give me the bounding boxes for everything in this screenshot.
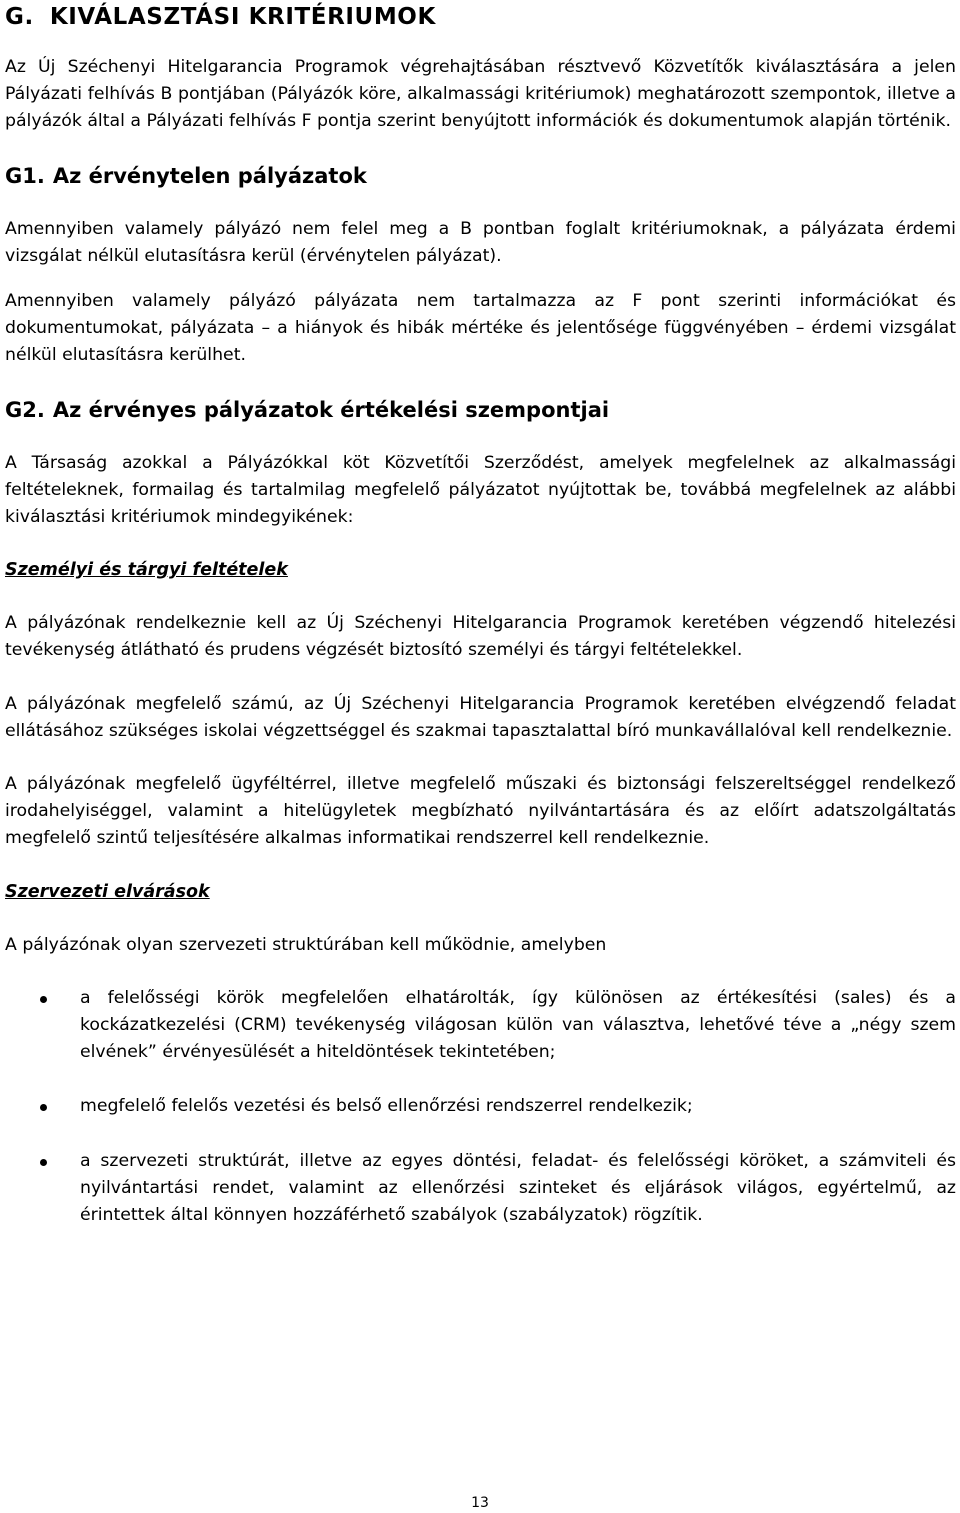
personal-conditions-heading: Személyi és tárgyi feltételek xyxy=(5,560,288,581)
g1-number: G1. xyxy=(5,163,45,188)
personal-conditions-paragraph-1: A pályázónak rendelkeznie kell az Új Széchenyi Hitelgarancia Programok keretében végzendő hitelezési tevékenység átlátható és prudens végzését biztosító személyi és tárgyi feltételekkel. xyxy=(5,613,956,661)
organizational-requirements-list xyxy=(5,985,956,1229)
personal-conditions-paragraph-3: A pályázónak megfelelő ügyféltérrel, illetve megfelelő műszaki és biztonsági felszereltséggel rendelkező irodahelyiséggel, valamint a hitelügyletek megbízható nyilvántartására és az előírt adatszolgáltatás megfelelő szintű teljesítésére alkalmas informatikai rendszerrel kell rendelkeznie. xyxy=(5,774,956,849)
section-heading xyxy=(5,2,956,32)
g1-paragraph-2: Amennyiben valamely pályázó pályázata nem tartalmazza az F pont szerinti információkat és dokumentumokat, pályázata – a hiányok és hibák mértéke és jelentősége függvényében – érdemi vizsgálat nélkül elutasításra kerülhet. xyxy=(5,291,956,366)
section-intro: Az Új Széchenyi Hitelgarancia Programok végrehajtásában résztvevő Közvetítők kiválasztására a jelen Pályázati felhívás B pontjában (Pályázók köre, alkalmassági kritériumok) meghatározott szempontok, illetve a pályázók által a Pályázati felhívás F pontja szerint benyújtott információk és dokumentumok alapján történik. xyxy=(5,57,956,132)
list-item xyxy=(5,1093,956,1120)
document-page xyxy=(5,2,956,1229)
list-item xyxy=(5,985,956,1067)
list-item-text: a felelősségi körök megfelelően elhatárolták, így különösen az értékesítési (sales) és a kockázatkezelési (CRM) tevékenység világosan külön van választva, lehetővé téve a „négy szem elvének” érvényesülését a hiteldöntések tekintetében; xyxy=(80,987,956,1063)
page-number: 13 xyxy=(471,1495,489,1511)
g1-paragraph-1: Amennyiben valamely pályázó nem felel meg a B pontban foglalt kritériumoknak, a pályázata érdemi vizsgálat nélkül elutasításra kerül (érvénytelen pályázat). xyxy=(5,218,956,266)
g2-paragraph-1: A Társaság azokkal a Pályázókkal köt Közvetítői Szerződést, amelyek megfelelnek az alkalmassági feltételeknek, formailag és tartalmilag megfelelő pályázatot nyújtottak be, továbbá megfelelnek az alábbi kiválasztási kritériumok mindegyikének: xyxy=(5,452,956,528)
organizational-requirements-paragraph: A pályázónak olyan szervezeti struktúrában kell működnie, amelyben xyxy=(5,934,607,955)
g2-title: Az érvényes pályázatok értékelési szempontjai xyxy=(52,397,610,422)
list-item-text: megfelelő felelős vezetési és belső ellenőrzési rendszerrel rendelkezik; xyxy=(80,1096,693,1117)
list-item xyxy=(5,1148,956,1230)
bullet-icon xyxy=(40,996,47,1003)
section-number: G. xyxy=(5,4,34,30)
g2-heading xyxy=(5,396,956,424)
bullet-icon xyxy=(40,1104,47,1111)
list-item-text: a szervezeti struktúrát, illetve az egyes döntési, feladat- és felelősségi köröket, a számviteli és nyilvántartási rendet, valamint az ellenőrzési szinteket és eljárások világos, egyértelmű, az érintettek által könnyen hozzáférhető szabályok (szabályzatok) rögzítik. xyxy=(80,1150,956,1226)
organizational-requirements-heading: Szervezeti elvárások xyxy=(5,881,210,902)
bullet-icon xyxy=(40,1159,47,1166)
g2-number: G2. xyxy=(5,397,45,422)
g1-title: Az érvénytelen pályázatok xyxy=(52,163,367,188)
g1-heading xyxy=(5,162,956,190)
personal-conditions-paragraph-2: A pályázónak megfelelő számú, az Új Széchenyi Hitelgarancia Programok keretében elvégzendő feladat ellátásához szükséges iskolai végzettséggel és szakmai tapasztalattal bíró munkavállalóval kell rendelkeznie. xyxy=(5,693,956,741)
section-title: KIVÁLASZTÁSI KRITÉRIUMOK xyxy=(49,4,436,30)
